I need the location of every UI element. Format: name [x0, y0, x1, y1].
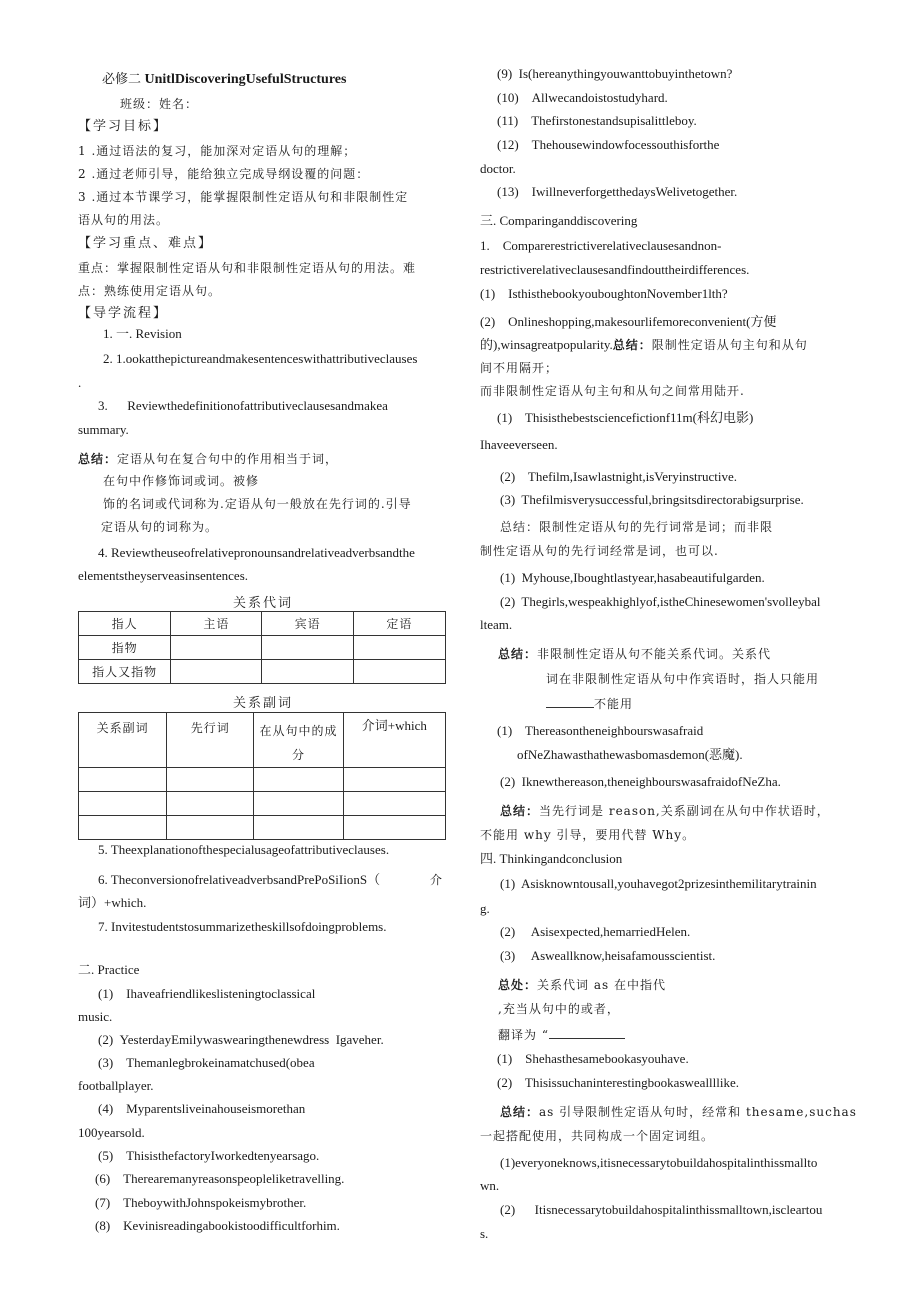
table-cell[interactable]: [167, 768, 254, 792]
thinking-heading: 四. Thinkingandconclusion: [480, 851, 623, 866]
summary-text: 总结：限制性定语从句的先行词常是词；而非限: [500, 520, 774, 534]
table-cell[interactable]: [254, 816, 343, 840]
process-step-6-tail: 介: [430, 873, 444, 887]
summary-1-line: 定语从句的词称为。: [101, 520, 219, 534]
thinking-example-cont: g.: [480, 901, 490, 916]
title-text: UnitlDiscoveringUsefulStructures: [144, 72, 347, 87]
table-cell: 指物: [79, 636, 171, 660]
process-step-4-cont: elementstheyserveasinsentences.: [78, 568, 249, 583]
summary-cont: ,充当从句中的或者，: [498, 1002, 620, 1016]
thinking-example-cont: wn.: [480, 1178, 500, 1193]
thinking-example: (1) Asisknowntousall,youhavegot2prizesinthemilitarytrainin: [500, 876, 817, 891]
comparing-heading: 三. Comparinganddiscovering: [480, 213, 638, 228]
table-header-cell: 介词+which: [343, 713, 445, 768]
table-cell[interactable]: [171, 660, 262, 684]
practice-item: (6) Therearemanyreasonspeopleliketravelling.: [95, 1171, 345, 1186]
summary-cont: 不能用: [546, 695, 633, 712]
process-step-3: 3. Reviewthedefinitionofattributiveclausesandmakea: [98, 398, 388, 413]
comparing-example: (2) Thefilm,Isawlastnight,isVeryinstructive.: [500, 469, 737, 484]
table-header-cell: 关系副词: [79, 713, 167, 768]
practice-item: (12) Thehousewindowfocessouthisforthe: [497, 137, 720, 152]
practice-item-cont: footballplayer.: [78, 1078, 154, 1093]
practice-item-cont: 100yearsold.: [78, 1125, 145, 1140]
summary-1: 总结：定语从句在复合句中的作用相当于词，: [78, 452, 339, 466]
process-heading: 【导学流程】: [78, 306, 169, 321]
summary-label: 总结：: [78, 452, 118, 466]
summary-cont: 词在非限制性定语从句中作宾语时，指人只能用: [546, 672, 820, 686]
table-cell[interactable]: [262, 636, 353, 660]
thinking-example-cont: s.: [480, 1226, 489, 1241]
process-step-6: 6. TheconversionofrelativeadverbsandPrePoSiIionS（: [98, 872, 381, 887]
comparing-example: (2) Onlineshopping,makesourlifemoreconvenient(方便: [480, 314, 777, 329]
table-cell: 宾语: [262, 612, 353, 636]
summary-cont: 翻译为 “: [498, 1026, 625, 1043]
table-cell[interactable]: [79, 792, 167, 816]
relative-adverb-table: [78, 712, 446, 840]
title-prefix: 必修二: [102, 72, 142, 87]
table-cell: 指人: [79, 612, 171, 636]
table-cell[interactable]: [254, 792, 343, 816]
process-step-6-cont: 词）+which.: [78, 895, 147, 910]
table-cell[interactable]: [79, 768, 167, 792]
comparing-example: (2) Iknewthereason,theneighbourswasafraidofNeZha.: [500, 774, 781, 789]
practice-item: (13) IwillneverforgetthedaysWelivetogether.: [497, 184, 738, 199]
thinking-example: (1) Shehasthesamebookasyouhave.: [497, 1051, 689, 1066]
pronoun-table-caption: 关系代词: [233, 596, 294, 611]
fill-blank[interactable]: [549, 1026, 625, 1039]
comparing-intro-cont: restrictiverelativeclausesandfindouttheirdifferences.: [480, 262, 750, 277]
practice-item: (5) ThisisthefactoryIworkedtenyearsago.: [98, 1148, 320, 1163]
objective-item: 2 .通过老师引导，能给独立完成导纲设覆的问题：: [78, 167, 370, 181]
objectives-heading: 【学习目标】: [78, 119, 169, 134]
process-step-2: 2. 1.ookatthepictureandmakesentenceswithattributiveclauses: [103, 351, 418, 366]
summary-cont: 而非限制性定语从句主句和从句之间常用陆开.: [480, 384, 745, 398]
practice-item-cont: music.: [78, 1009, 113, 1024]
summary-text: 总结：非限制性定语从句不能关系代词。关系代: [498, 647, 772, 661]
summary-text: 总结：当先行词是 reason,关系副词在从句中作状语时，: [500, 804, 830, 818]
table-cell[interactable]: [262, 660, 353, 684]
table-cell: 定语: [353, 612, 445, 636]
key-points-line: 点：熟练使用定语从句。: [78, 284, 222, 298]
objective-item: 1 .通过语法的复习，能加深对定语从句的理解；: [78, 144, 357, 158]
table-cell[interactable]: [171, 636, 262, 660]
key-points-line: 重点：掌握限制性定语从句和非限制性定语从句的用法。难: [78, 261, 417, 275]
comparing-example: (2) Thegirls,wespeakhighlyof,istheChinesewomen'svolleybal: [500, 594, 821, 609]
summary-text: 总处：关系代词 as 在中指代: [498, 978, 666, 992]
process-step-1: 1. 一. Revision: [103, 326, 182, 341]
practice-item: (8) Kevinisreadingabookistoodifficultforhim.: [95, 1218, 340, 1233]
thinking-example: (2) Thisissuchaninterestingbookasweallllike.: [497, 1075, 740, 1090]
summary-cont: 间不用隔开；: [480, 361, 559, 375]
table-cell[interactable]: [353, 636, 445, 660]
table-cell[interactable]: [167, 792, 254, 816]
comparing-intro: 1. Comparerestrictiverelativeclausesandnon-: [480, 238, 722, 253]
practice-item: (2) YesterdayEmilywaswearingthenewdress Igaveher.: [98, 1032, 384, 1047]
comparing-example-cont: 的),winsagreatpopularity.总结：限制性定语从句主句和从句: [480, 337, 808, 352]
table-cell[interactable]: [353, 660, 445, 684]
practice-item: (11) Thefirstonestandsupisalittleboy.: [497, 113, 697, 128]
practice-item: (9) Is(hereanythingyouwanttobuyinthetown?: [497, 66, 733, 81]
table-cell[interactable]: [343, 816, 445, 840]
comparing-example: (1) Thisisthebestsciencefictionf11m(科幻电影): [497, 410, 754, 425]
table-cell[interactable]: [343, 768, 445, 792]
objective-item: 3 .通过本节课学习，能掌握限制性定语从句和非限制性定: [78, 190, 409, 204]
thinking-example: (2) Asisexpected,hemarriedHelen.: [500, 924, 691, 939]
table-cell[interactable]: [343, 792, 445, 816]
table-cell[interactable]: [167, 816, 254, 840]
table-cell: 主语: [171, 612, 262, 636]
process-step-4: 4. Reviewtheuseofrelativepronounsandrelativeadverbsandthe: [98, 545, 415, 560]
summary-cont: 制性定语从句的先行词经常是词，也可以.: [480, 544, 719, 558]
thinking-example: (2) Itisnecessarytobuildahospitalinthissmalltown,iscleartou: [500, 1202, 823, 1217]
comparing-example: (1) IsthisthebookyouboughtonNovember1lth?: [480, 286, 728, 301]
comparing-example: (1) Thereasontheneighbourswasafraid: [497, 723, 704, 738]
table-cell: 指人又指物: [79, 660, 171, 684]
table-cell[interactable]: [79, 816, 167, 840]
process-step-5: 5. Theexplanationofthespecialusageofattributiveclauses.: [98, 842, 390, 857]
process-step-7: 7. Invitestudentstosummarizetheskillsofdoingproblems.: [98, 919, 387, 934]
practice-item: (10) Allwecandoistostudyhard.: [497, 90, 668, 105]
comparing-example-cont: lteam.: [480, 617, 513, 632]
relative-pronoun-table: [78, 611, 446, 684]
process-step-2-cont: .: [78, 375, 82, 390]
summary-cont: 一起搭配使用，共同构成一个固定词组。: [480, 1129, 715, 1143]
practice-item: (4) Myparentsliveinahouseismorethan: [98, 1101, 306, 1116]
practice-heading: 二. Practice: [78, 962, 140, 977]
practice-item: (1) Ihaveafriendlikeslisteningtoclassical: [98, 986, 316, 1001]
practice-item: (7) TheboywithJohnspokeismybrother.: [95, 1195, 307, 1210]
summary-1-line: 饰的名词或代词称为.定语从句一般放在先行词的.引导: [103, 497, 412, 511]
comparing-example: (1) Myhouse,Iboughtlastyear,hasabeautifulgarden.: [500, 570, 765, 585]
class-name-label: 班级：姓名：: [120, 97, 199, 111]
table-cell[interactable]: [254, 768, 343, 792]
objective-item: 语从句的用法。: [78, 213, 170, 227]
comparing-example-cont: ofNeZhawasthathewasbomasdemon(恶魔).: [517, 747, 743, 762]
thinking-example: (1)everyoneknows,itisnecessarytobuildahospitalinthissmallto: [500, 1155, 818, 1170]
summary-cont: 不能用 why 引导，要用代替 Why。: [480, 828, 696, 842]
comparing-example-cont: Ihaveeverseen.: [480, 437, 558, 452]
comparing-example: (3) Thefilmisverysuccessful,bringsitsdirectorabigsurprise.: [500, 492, 804, 507]
practice-item-cont: doctor.: [480, 161, 516, 176]
key-points-heading: 【学习重点、难点】: [78, 236, 214, 251]
adverb-table-caption: 关系副词: [233, 696, 294, 711]
practice-item: (3) Themanlegbrokeinamatchused(obea: [98, 1055, 315, 1070]
process-step-3-cont: summary.: [78, 422, 129, 437]
thinking-example: (3) Asweallknow,heisafamousscientist.: [500, 948, 716, 963]
page-title: [102, 72, 346, 88]
summary-1-line: 在句中作修饰词或词。被修: [103, 474, 260, 488]
fill-blank[interactable]: [546, 695, 594, 708]
table-header-cell: 在从句中的成分: [254, 713, 343, 768]
table-header-cell: 先行词: [167, 713, 254, 768]
summary-text: 总结：as 引导限制性定语从句时，经常和 thesame,suchas: [500, 1105, 857, 1119]
